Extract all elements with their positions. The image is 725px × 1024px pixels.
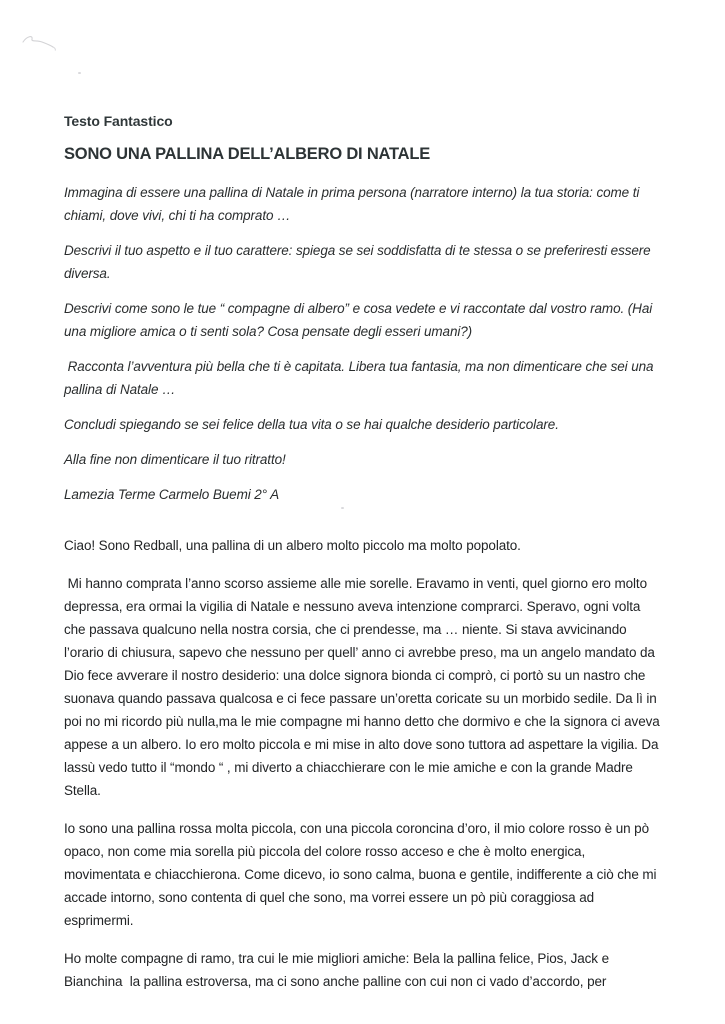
- document-content: [64, 112, 664, 1008]
- prompt-paragraph: Descrivi come sono le tue “ compagne di albero” e cosa vedete e vi raccontate dal vostro ramo. (Hai una migliore amica o ti senti sola? Cosa pensate degli esseri umani?): [64, 301, 656, 339]
- prompt-paragraph: Racconta l’avventura più bella che ti è capitata. Libera tua fantasia, ma non dimenticare che sei una pallina di Natale …: [64, 359, 658, 397]
- signature-line: Lamezia Terme Carmelo Buemi 2° A: [64, 487, 280, 502]
- story-text: [64, 534, 664, 993]
- scan-artifact-squiggle: [20, 32, 62, 56]
- prompt-paragraph: Descrivi il tuo aspetto e il tuo carattere: spiega se sei soddisfatta di te stessa o se preferiresti essere diversa.: [64, 243, 655, 281]
- prompt-paragraph: Immagina di essere una pallina di Natale in prima persona (narratore interno) la tua storia: come ti chiami, dove vivi, chi ti ha comprato …: [64, 185, 643, 223]
- document-label: Testo Fantastico: [64, 113, 173, 129]
- scan-artifact-dot: [78, 72, 81, 74]
- story-paragraph: Ho molte compagne di ramo, tra cui le mie migliori amiche: Bela la pallina felice, Pios, Jack e Bianchina la pallina estroversa, ma ci sono anche palline con cui non ci vado d’accordo, per: [64, 951, 613, 989]
- prompt-paragraph: Alla fine non dimenticare il tuo ritratto!: [64, 452, 286, 467]
- story-paragraph: Mi hanno comprata l’anno scorso assieme alle mie sorelle. Eravamo in venti, quel giorno ero molto depressa, era ormai la vigilia di Natale e nessuno aveva intenzione comprarci. Speravo, ogni volta che passava qualcuno nella nostra corsia, che ci prendesse, ma … niente. Si stava avvicinando l’orario di chiusura, sapevo che nessuno per quell’ anno ci avrebbe preso, ma un angelo mandato da Dio fece avverare il nostro desiderio: una dolce signora bionda ci comprò, ci portò su un nastro che suonava quando passava qualcosa e ci fece passare un’oretta coricate su un morbido sedile. Da lì in poi no mi ricordo più nulla,ma le mie compagne mi hanno detto che dormivo e che la signora ci aveva appese a un albero. Io ero molto piccola e mi mise in alto dove sono tuttora ad aspettare la vigilia. Da lassù vedo tutto il “mondo “ , mi diverto a chiacchierare con le mie amiche e con la grande Madre Stella.: [64, 576, 664, 798]
- story-paragraph: Io sono una pallina rossa molta piccola, con una piccola coroncina d’oro, il mio colore rosso è un pò opaco, non come mia sorella più piccola del colore rosso acceso e che è molto energica, movimentata e chiacchierona. Come dicevo, io sono calma, buona e gentile, indifferente a ciò che mi accade intorno, sono contenta di quel che sono, ma vorrei essere un pò più coraggiosa ad esprimermi.: [64, 821, 661, 928]
- story-paragraph: Ciao! Sono Redball, una pallina di un albero molto piccolo ma molto popolato.: [64, 538, 521, 553]
- page-title: SONO UNA PALLINA DELL’ALBERO DI NATALE: [64, 145, 431, 163]
- assignment-prompts: [64, 181, 664, 506]
- prompt-paragraph: Concludi spiegando se sei felice della tua vita o se hai qualche desiderio particolare.: [64, 417, 559, 432]
